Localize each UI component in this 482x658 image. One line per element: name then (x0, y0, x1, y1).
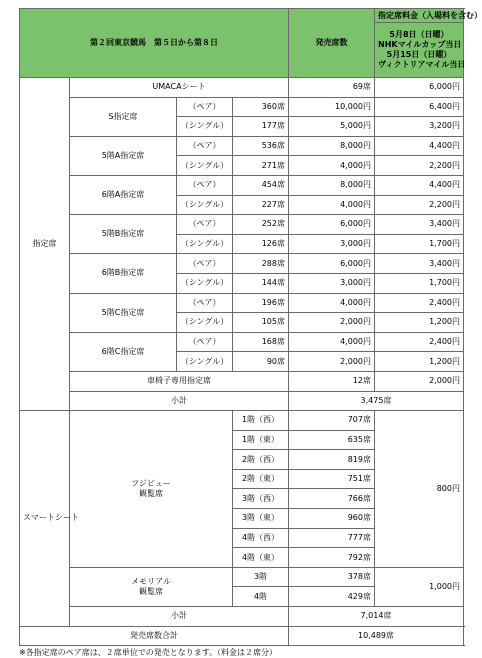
header-price-special-days (375, 23, 464, 78)
seat-type: （ペア） (177, 332, 233, 352)
seat-type: （シングル） (177, 313, 233, 333)
price-other: 2,400円 (375, 332, 464, 352)
header-price-group: 指定席料金（入場料を含む） (375, 9, 464, 23)
floor: 3階（東） (233, 509, 289, 529)
seat-count: 90席 (233, 352, 289, 372)
reserved-subtotal-label: 小計 (70, 391, 289, 411)
price-special: 6,000円 (289, 215, 375, 235)
seat-count: 144席 (233, 273, 289, 293)
footnote: ※各指定席のペア席は、２席単位での発売となります。（料金は２席分） (19, 648, 278, 658)
umaca-count: 69席 (289, 78, 375, 98)
price-special: 4,000円 (289, 195, 375, 215)
seat-type: （ペア） (177, 175, 233, 195)
floor: 3階（西） (233, 489, 289, 509)
seat-count: 227席 (233, 195, 289, 215)
seat-count: 126席 (233, 234, 289, 254)
seat-type: （ペア） (177, 293, 233, 313)
seat-count: 454席 (233, 175, 289, 195)
floor: 4階 (233, 587, 289, 607)
seat-group-name: 5階A指定席 (70, 136, 177, 175)
seat-type: （シングル） (177, 234, 233, 254)
floor: 2階（西） (233, 450, 289, 470)
price-other: 1,700円 (375, 273, 464, 293)
header-sales-count: 発売席数 (289, 9, 375, 78)
umaca-name: UMACAシート (70, 78, 289, 98)
seat-count: 288席 (233, 254, 289, 274)
seat-count: 819席 (289, 450, 375, 470)
seat-count: 105席 (233, 313, 289, 333)
price-other: 3,400円 (375, 215, 464, 235)
seat-count: 378席 (289, 567, 375, 587)
price-other: 2,400円 (375, 293, 464, 313)
seat-group-name: S指定席 (70, 97, 177, 136)
price-special: 4,000円 (289, 293, 375, 313)
wheelchair-name: 車椅子専用指定席 (70, 371, 289, 391)
memorial-price-special: 1,000円 (375, 567, 464, 606)
seat-type: （シングル） (177, 352, 233, 372)
price-other: 1,200円 (375, 313, 464, 333)
price-special: 6,000円 (289, 254, 375, 274)
seat-count: 360席 (233, 97, 289, 117)
seat-count: 766席 (289, 489, 375, 509)
seat-table-wrapper (19, 8, 482, 658)
seat-count: 635席 (289, 430, 375, 450)
seat-group-name: 6階A指定席 (70, 175, 177, 214)
seat-type: （シングル） (177, 156, 233, 176)
price-special: 3,000円 (289, 234, 375, 254)
floor: 1階（東） (233, 430, 289, 450)
seat-count: 252席 (233, 215, 289, 235)
seat-count: 177席 (233, 117, 289, 137)
price-special: 8,000円 (289, 175, 375, 195)
price-other: 6,400円 (375, 97, 464, 117)
header-price-special-line: 5月8日（日曜） (389, 30, 449, 39)
header-price-special-line: ヴィクトリアマイル当日 (378, 60, 466, 69)
smart-subtotal-value: 7,014席 (289, 607, 464, 627)
seat-count: 792席 (289, 548, 375, 568)
smart-label: スマートシート (20, 411, 70, 627)
floor: 4階（東） (233, 548, 289, 568)
header-price-special-line: NHKマイルカップ当日 (378, 40, 462, 49)
grand-total-label: 発売席数合計 (20, 626, 289, 646)
seat-count: 960席 (289, 509, 375, 529)
price-other: 1,200円 (375, 352, 464, 372)
fujiview-name-line: フジビュー (131, 478, 171, 488)
fujiview-name-line: 観覧席 (139, 488, 163, 498)
seat-count: 536席 (233, 136, 289, 156)
seat-type: （ペア） (177, 136, 233, 156)
price-other: 2,200円 (375, 195, 464, 215)
price-special: 3,000円 (289, 273, 375, 293)
grand-total-value: 10,489席 (289, 626, 464, 646)
seat-price-table (19, 8, 482, 646)
seat-group-name: 6階C指定席 (70, 332, 177, 371)
wheelchair-price-special: 2,000円 (375, 371, 464, 391)
seat-count: 196席 (233, 293, 289, 313)
seat-count: 777席 (289, 528, 375, 548)
smart-subtotal-label: 小計 (70, 607, 289, 627)
price-special: 4,000円 (289, 332, 375, 352)
seat-type: （ペア） (177, 254, 233, 274)
price-special: 10,000円 (289, 97, 375, 117)
seat-count: 429席 (289, 587, 375, 607)
price-other: 3,200円 (375, 117, 464, 137)
seat-type: （シングル） (177, 117, 233, 137)
seat-group-name: 5階B指定席 (70, 215, 177, 254)
fujiview-price-special: 800円 (375, 411, 464, 568)
seat-type: （シングル） (177, 273, 233, 293)
price-other: 4,400円 (375, 175, 464, 195)
memorial-name-line: メモリアル (131, 576, 171, 586)
price-special: 2,000円 (289, 352, 375, 372)
header-title: 第２回東京競馬 第５日から第８日 (20, 9, 289, 78)
price-other: 4,400円 (375, 136, 464, 156)
floor: 3階 (233, 567, 289, 587)
seat-group-name: 6階B指定席 (70, 254, 177, 293)
memorial-name (70, 567, 233, 606)
price-other: 2,200円 (375, 156, 464, 176)
seat-group-name: 5階C指定席 (70, 293, 177, 332)
seat-count: 707席 (289, 411, 375, 431)
wheelchair-count: 12席 (289, 371, 375, 391)
floor: 1階（西） (233, 411, 289, 431)
price-special: 8,000円 (289, 136, 375, 156)
reserved-subtotal-value: 3,475席 (289, 391, 464, 411)
seat-type: （ペア） (177, 97, 233, 117)
seat-type: （ペア） (177, 215, 233, 235)
memorial-name-line: 観覧席 (139, 586, 163, 596)
floor: 4階（西） (233, 528, 289, 548)
seat-count: 168席 (233, 332, 289, 352)
price-special: 2,000円 (289, 313, 375, 333)
seat-type: （シングル） (177, 195, 233, 215)
price-special: 5,000円 (289, 117, 375, 137)
seat-count: 751席 (289, 469, 375, 489)
fujiview-name (70, 411, 233, 568)
header-price-special-line: 5月15日（日曜） (386, 50, 452, 59)
price-other: 1,700円 (375, 234, 464, 254)
umaca-price-special: 6,000円 (375, 78, 464, 98)
price-special: 4,000円 (289, 156, 375, 176)
floor: 2階（東） (233, 469, 289, 489)
reserved-label: 指定席 (20, 78, 70, 411)
price-other: 3,400円 (375, 254, 464, 274)
seat-count: 271席 (233, 156, 289, 176)
